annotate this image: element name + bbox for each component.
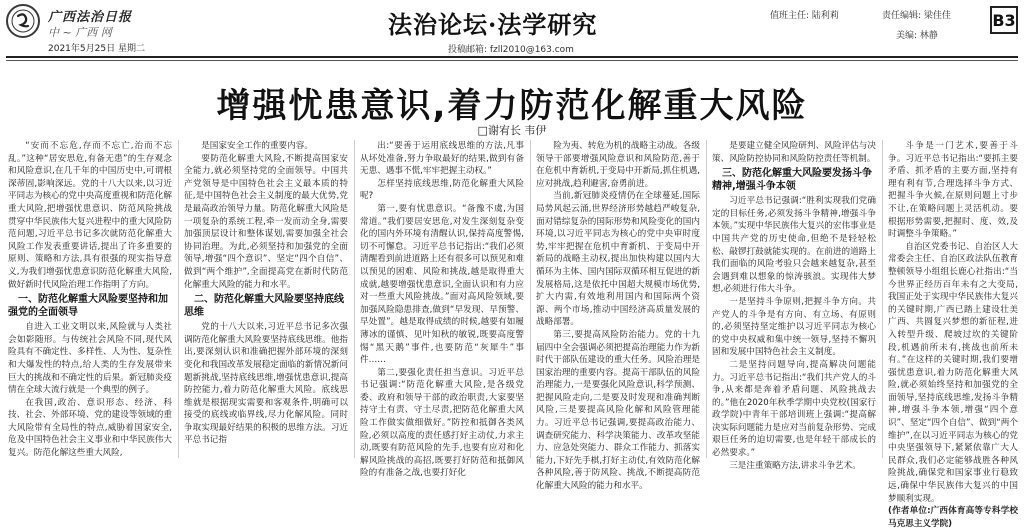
- paragraph: 是要建立健全风险研判、风险评估与决策、风险防控协同和风险防控责任等机制。: [712, 141, 876, 164]
- column-divider: [882, 140, 883, 458]
- section-heading: 一、防范化解重大风险要坚持和加强党的全面领导: [8, 294, 168, 319]
- paragraph: “安而不忘危,存而不忘亡,治而不忘乱。”这种“居安思危,有备无患”的生存观念和风险意识,在几千年的中国历史中,可谓根深蒂固,影响深远。党的十八大以来,以习近平同志为核心的党中央高度重视和防范化解重大风险,把增强忧患意识、防范风险挑战贯穿中华民族伟大复兴进程中的重大风险防范问题,习近平总书记多次就防范化解重大风险工作发表重要讲话,提出了许多重要的原则、策略和方法,具有很强的现实指导意义,为我们增强忧患意识防范化解重大风险,做好新时代风险治理工作指明了方向。: [8, 141, 172, 290]
- paragraph: 出:“要善于运用底线思维的方法,凡事从坏处准备,努力争取最好的结果,做到有备无患、遇事不慌,牢牢把握主动权。”: [360, 141, 524, 177]
- author-affiliation: (作者单位:广西体育高等专科学校马克思主义学院): [888, 506, 1018, 529]
- section-heading: 三、防范化解重大风险要发扬斗争精神,增强斗争本领: [712, 168, 872, 193]
- article-byline: □谢宥长 韦伊: [477, 124, 547, 137]
- paragraph: 险为夷、转危为机的战略主动战。各级领导干部要增强风险意识和风险防范,善于在危机中育新机,于变局中开新局,抓住机遇,应对挑战,趋利避害,奋勇前进。: [536, 141, 700, 189]
- paragraph: 习近平总书记强调:“胜利实现我们党确定的目标任务,必须发扬斗争精神,增强斗争本领。”实现中华民族伟大复兴的宏伟事业是中国共产党的历史使命,但绝不是轻轻松松、敲锣打鼓就能实现的。在前进的道路上我们面临的风险考验只会越来越复杂,甚至会遇到难以想象的惊涛骇浪。实现伟大梦想,必须进行伟大斗争。: [712, 196, 876, 295]
- paragraph: 自进入工业文明以来,风险就与人类社会如影随形。与传统社会风险不同,现代风险具有不确定性、多样性、人为性、复杂性和大爆发性的特点,给人类的生存发展带来巨大的挑战和不确定性的后果。新冠肺炎疫情在全球大流行就是一个典型的例子。: [8, 322, 172, 396]
- responsible-editor: 责任编辑: 梁佳佳: [882, 11, 951, 21]
- paragraph: 党的十八大以来,习近平总书记多次强调防范化解重大风险要坚持底线思维。他指出,要深刻认识和准确把握外部环境的深刻变化和我国改革发展稳定面临的新情况新问题新挑战,坚持底线思维,增强忧患意识,提高防控能力,着力防范化解重大风险。底线思维就是根据现实需要和客观条件,明确可以接受的底线或临界线,尽力化解风险。同时争取实现最好结果的积极的思维方法。习近平总书记指: [184, 322, 348, 446]
- paragraph: 斗争是一门艺术,要善于斗争。习近平总书记指出:“要抓主要矛盾、抓矛盾的主要方面,坚持有理有利有节,合理选择斗争方式、把握斗争火候,在原则问题上寸步不让,在策略问题上灵活机动。要根据形势需要,把握时、度、效,及时调整斗争策略。”: [888, 141, 1018, 240]
- section-title: 法治论坛·法学研究: [388, 10, 598, 39]
- column-divider: [706, 140, 707, 458]
- article-column-3: [360, 140, 524, 479]
- paragraph: 一是坚持斗争原则,把握斗争方向。共产党人的斗争是有方向、有立场、有原则的,必须坚持坚定维护以习近平同志为核心的党中央权威和集中统一领导,坚持不懈巩固和发展中国特色社会主义制度。: [712, 296, 876, 358]
- paper-website-mark: 中 ~ 广西 网: [48, 26, 112, 39]
- paragraph: 第三,要提高风险防治能力。党的十九届四中全会强调必须把提高治理能力作为新时代干部队伍建设的重大任务。风险治理是国家治理的重要内容。提高干部队伍的风险治理能力,一是要强化风险意识,科学预测、把握风险走向,二是要及时发现和准确判断风险,三是要提高风险化解和风险管理能力。习近平总书记强调,要提高政治能力、调查研究能力、科学决策能力、改革攻坚能力、应急处突能力、群众工作能力、抓落实能力,下好先手棋,打好主动仗,有效防范化解各种风险,善于防风险、挑战,不断提高防范化解重大风险的能力和水平。: [536, 329, 700, 492]
- paragraph: 三是注重策略方法,讲求斗争艺术。: [729, 460, 861, 471]
- article-column-2: [184, 140, 348, 458]
- paragraph: 第一,要有忧患意识。“备豫不虞,为国常道。”我们要居安思危,对发生深刻复杂变化的国内外环境有清醒认识,保持高度警惕,切不可懈怠。习近平总书记指出:“我们必须清醒看到前进道路上还有很多可以预见和难以预见的困难、风险和挑战,越是取得重大成就,越要增强忧患意识,全面认识和有力应对一些重大风险挑战。”面对高风险领域,要加强风险隐患排查,做到“早发现、早预警、早处置”。越是取得成绩的时候,越要有如履薄冰的谨慎、见叶知秋的敏锐,既要高度警惕“黑天鹅”事件,也要防范“灰犀牛”事件……: [360, 203, 524, 366]
- paragraph: 第二,要强化责任担当意识。习近平总书记强调:“防范化解重大风险,是各级党委、政府和领导干部的政治职责,大家要坚持守土有责、守土尽责,把防范化解重大风险工作做实做细做好。”防控和抵御各类风险,必须以高度的责任感打好主动仗,力求主动,既要有防范风险的先手,也要有应对和化解风险挑战的高招,既要打好防范和抵御风险的有准备之战,也要打好化: [360, 367, 524, 479]
- paragraph: 二是坚持问题导向,提高解决问题能力。习近平总书记指出:“我们共产党人的斗争,从来都是奔着矛盾问题、风险挑战去的。”他在2020年秋季学期中央党校(国家行政学院)中青年干部培训班上强调:“提高解决实际问题能力是应对当前复杂形势、完成艰巨任务的迫切需要,也是年轻干部成长的必然要求。”: [712, 359, 876, 459]
- paragraph: 当前,新冠肺炎疫情仍在全球蔓延,国际局势风起云涌,世界经济形势越趋严峻复杂,面对错综复杂的国际形势和风险变化的国内环境,以习近平同志为核心的党中央审时度势,牢牢把握在危机中育新机、于变局中开新局的战略主动权,提出加快构建以国内大循环为主体、国内国际双循环相互促进的新发展格局,这是依托中国超大规模市场优势,扩大内需,有效地利用国内和国际两个资源、两个市场,推动中国经济高质量发展的战略部署。: [536, 191, 700, 328]
- column-divider: [178, 140, 179, 458]
- paragraph: 是国家安全工作的重要内容。: [201, 141, 313, 151]
- article-column-1: [8, 140, 172, 458]
- section-heading: 二、防范化解重大风险要坚持底线思维: [184, 294, 344, 319]
- art-editor: 美编: 林静: [896, 31, 938, 41]
- issue-date: 2021年5月25日 星期二: [48, 44, 145, 54]
- column-divider: [530, 140, 531, 458]
- article-column-4: [536, 140, 700, 492]
- paper-name: 广西法治日报: [48, 10, 133, 25]
- newspaper-logo: [6, 4, 40, 38]
- paragraph: 在我国,政治、意识形态、经济、科技、社会、外部环境、党的建设等领域的重大风险带有全局性的特点,威胁着国家安全,危及中国特色社会主义事业和中华民族伟大复兴。防范化解这些重大风险,: [8, 397, 172, 459]
- column-divider: [354, 140, 355, 458]
- logo-emblem-icon: [10, 8, 36, 34]
- duty-editor: 值班主任: 陆利莉: [770, 11, 839, 21]
- masthead-rule-thin: [6, 60, 1018, 61]
- article-column-5: [712, 140, 876, 471]
- masthead-rule: [6, 56, 1018, 58]
- article-column-6: [888, 140, 1018, 529]
- page-number-badge: B3: [990, 6, 1018, 34]
- paragraph: 自治区党委书记、自治区人大常委会主任、自治区政法队伍教育整顿领导小组组长鹿心社指出:“当今世界正经历百年未有之大变局,我国正处于实现中华民族伟大复兴的关键时期,广西已踏上建设壮美广西、共圆复兴梦想的新征程,进入转型升级、爬坡过坎的关键阶段,机遇前所未有,挑战也前所未有。”在这样的关键时期,我们要增强忧患意识,着力防范化解重大风险,就必须始终坚持和加强党的全面领导,坚持底线思维,发扬斗争精神,增强斗争本领,增强“四个意识”、坚定“四个自信”、做到“两个维护”,在以习近平同志为核心的党中央坚强领导下,紧紧依靠广大人民群众,我们必定能够战胜各种风险挑战,确保党和国家事业行稳致远,确保中华民族伟大复兴的中国梦顺利实现。: [888, 241, 1018, 504]
- paragraph: 要防范化解重大风险,不断提高国家安全能力,就必须坚持党的全面领导。中国共产党领导是中国特色社会主义最本质的特征,是中国特色社会主义制度的最大优势,党是最高政治领导力量。防范化解重大风险是一项复杂的系统工程,牵一发而动全身,需要加强顶层设计和整体谋划,需要加强全社会协同治理。为此,必须坚持和加强党的全面领导,增强“四个意识”、坚定“四个自信”、做到“两个维护”,全面提高党在新时代防范化解重大风险的能力和水平。: [184, 153, 348, 290]
- submission-email: 投稿邮箱: fzll2010@163.com: [448, 45, 574, 55]
- article-headline: 增强忧患意识,着力防范化解重大风险: [216, 86, 808, 126]
- paragraph: 怎样坚持底线思维,防范化解重大风险呢?: [360, 178, 524, 202]
